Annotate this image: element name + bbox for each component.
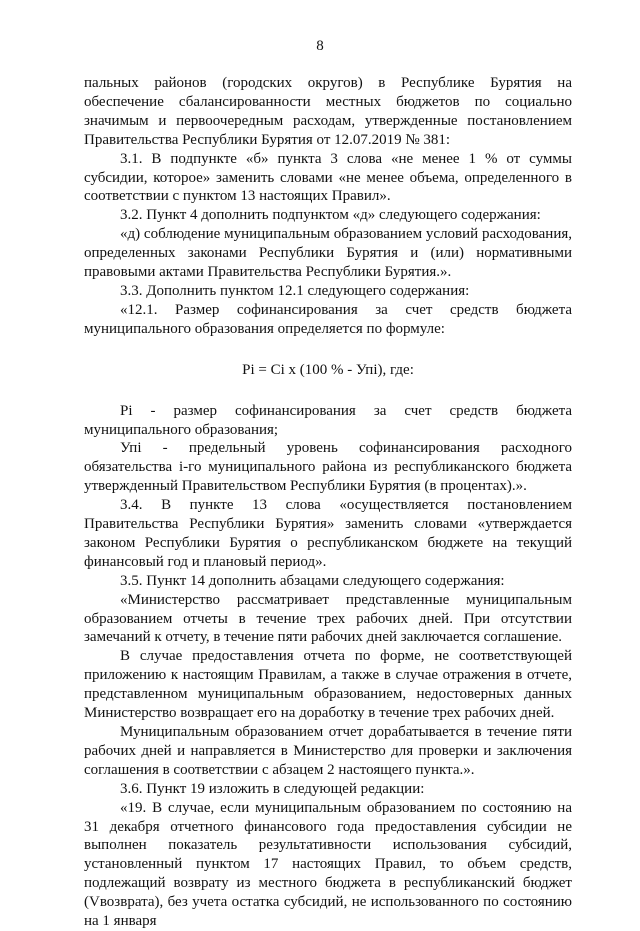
paragraph-19: «19. В случае, если муниципальным образованием по состоянию на 31 декабря отчетного финансового года предоставления субсидии не выполнен показатель результативности использования субсидий, установленный пунктом 17 настоящих Правил, то объем средств, подлежащий возврату из местного бюджета в республиканский бюджет (Vвозврата), без учета остатка субсидий, не использованного по состоянию на 1 января xyxy=(84,799,572,930)
paragraph-upi-definition: Упi - предельный уровень софинансирования расходного обязательства i-го муниципального района из республиканского бюджета утвержденный Правительством Республики Бурятия (в процентах).». xyxy=(84,440,572,495)
paragraph-3-4: 3.4. В пункте 13 слова «осуществляется постановлением Правительства Республики Бурятия» заменить словами «утверждается законом Республики Бурятия о республиканском бюджете на текущий финансовый год и плановый период». xyxy=(84,497,572,570)
page-number: 8 xyxy=(316,38,324,54)
paragraph-3-1: 3.1. В подпункте «б» пункта 3 слова «не менее 1 % от суммы субсидии, которое» заменить словами «не менее объема, определенного в соответствии с пунктом 13 настоящих Правил». xyxy=(84,150,572,205)
formula: Pi = Ci x (100 % - Упi), где: xyxy=(242,361,414,378)
paragraph-3-6: 3.6. Пункт 19 изложить в следующей редакции: xyxy=(120,780,425,797)
paragraph-report-rework: Муниципальным образованием отчет дорабатывается в течение пяти рабочих дней и направляется в Министерство для проверки и заключения соглашения в соответствии с абзацем 2 настоящего пункта.». xyxy=(84,724,572,778)
paragraph-report-return: В случае предоставления отчета по форме, не соответствующей приложению к настоящим Правилам, а также в случае отражения в отчете, представленном муниципальным образованием, недостоверных данных Министерство возвращает его на доработку в течение трех рабочих дней. xyxy=(84,648,572,722)
paragraph-intro-continuation: пальных районов (городских округов) в Республике Бурятия на обеспечение сбалансированности местных бюджетов по социально значимым и первоочередным расходам, утвержденные постановлением Правительства Республики Бурятия от 12.07.2019 № 381: xyxy=(84,75,572,148)
paragraph-ministry-review: «Министерство рассматривает представленные муниципальным образованием отчеты в течение трех рабочих дней. При отсутствии замечаний к отчету, в течение пяти рабочих дней заключается соглашение. xyxy=(84,591,572,646)
paragraph-3-5: 3.5. Пункт 14 дополнить абзацами следующего содержания: xyxy=(120,572,505,589)
paragraph-3-3: 3.3. Дополнить пунктом 12.1 следующего содержания: xyxy=(120,282,470,299)
paragraph-12-1: «12.1. Размер софинансирования за счет средств бюджета муниципального образования определяется по формуле: xyxy=(84,301,572,337)
paragraph-pi-definition: Pi - размер софинансирования за счет средств бюджета муниципального образования; xyxy=(84,402,572,438)
document-body xyxy=(84,74,572,931)
paragraph-3-2: 3.2. Пункт 4 дополнить подпунктом «д» следующего содержания: xyxy=(120,207,541,224)
paragraph-subitem-d: «д) соблюдение муниципальным образованием условий расходования, определенных законами Республики Бурятия и (или) нормативными правовыми актами Правительства Республики Бурятия.». xyxy=(84,226,572,281)
